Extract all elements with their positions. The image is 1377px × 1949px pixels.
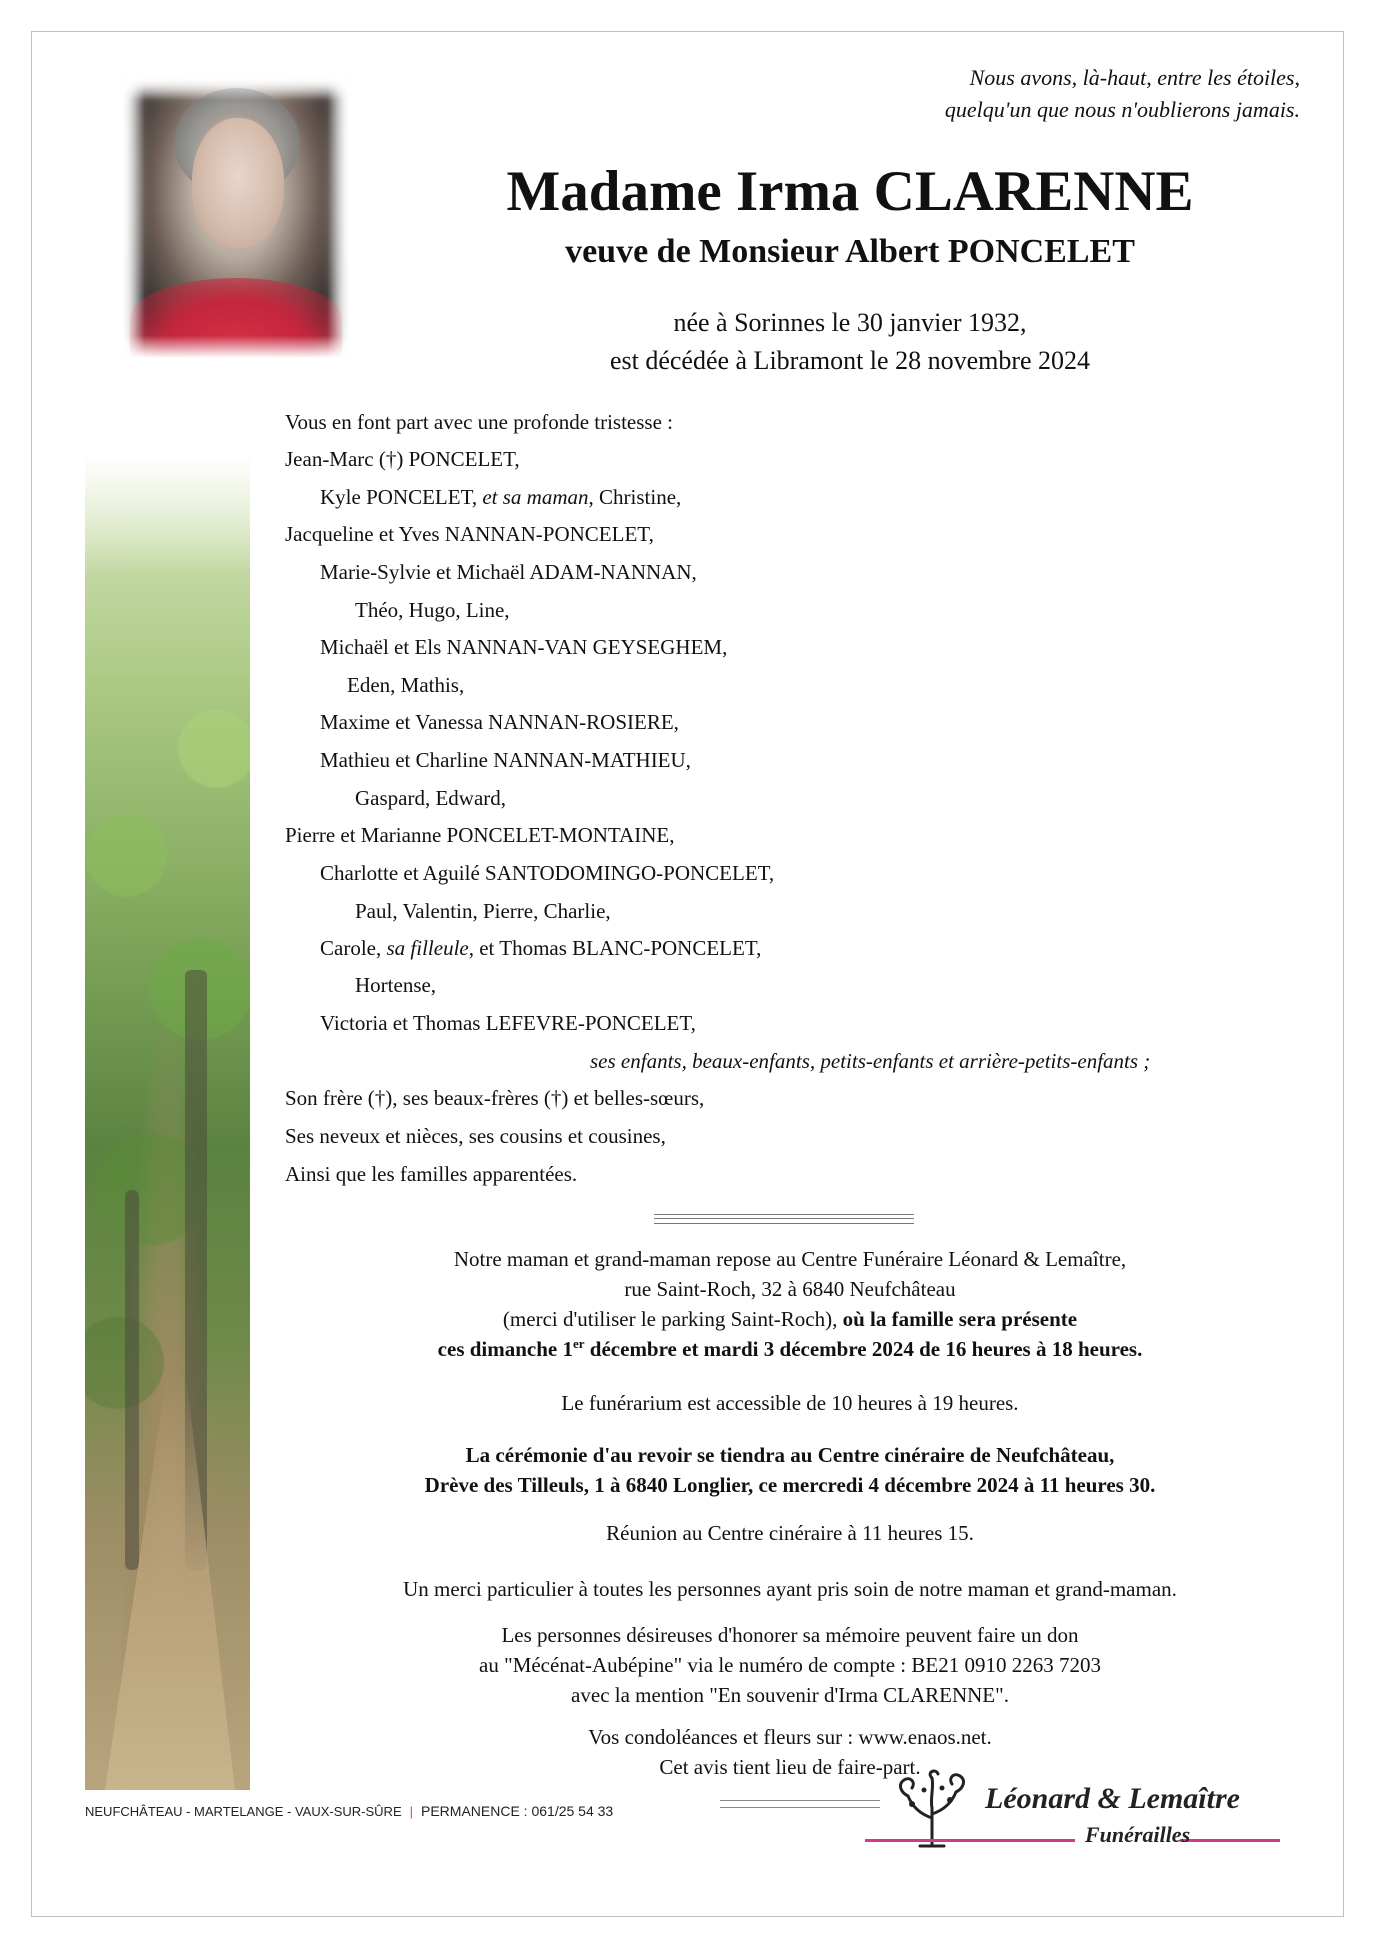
thanks-line: Un merci particulier à toutes les personnes ayant pris soin de notre maman et grand-maman. (403, 1577, 1177, 1601)
family-line-text: Jacqueline et Yves NANNAN-PONCELET, (285, 522, 654, 546)
footer-locations: NEUFCHÂTEAU - MARTELANGE - VAUX-SUR-SÛRE (85, 1804, 402, 1819)
family-line (347, 673, 464, 698)
family-line (320, 936, 761, 961)
repose-line: Notre maman et grand-maman repose au Centre Funéraire Léonard & Lemaître, (453, 1247, 1127, 1271)
visit-dates: ces dimanche 1 (437, 1337, 573, 1361)
brand-subtitle: Funérailles (1085, 1822, 1191, 1847)
family-line-text: , et Thomas BLANC-PONCELET, (468, 936, 762, 960)
family-line (285, 1162, 577, 1187)
tree-logo-icon (890, 1768, 974, 1848)
donation-line: Les personnes désireuses d'honorer sa mémoire peuvent faire un don (501, 1623, 1079, 1647)
ceremony-line: La cérémonie d'au revoir se tiendra au Centre cinéraire de Neufchâteau, (465, 1443, 1115, 1467)
family-line-text: , Christine, (588, 485, 682, 509)
family-line (320, 635, 727, 660)
family-line-text: Marie-Sylvie et Michaël ADAM-NANNAN, (320, 560, 697, 584)
birth-line: née à Sorinnes le 30 janvier 1932, (673, 308, 1027, 337)
condolences-line: Vos condoléances et fleurs sur : www.enaos.net. (588, 1725, 992, 1749)
family-line (320, 485, 681, 510)
epigraph-line: Nous avons, là-haut, entre les étoiles, (969, 65, 1300, 90)
epigraph-line: quelqu'un que nous n'oublierons jamais. (944, 97, 1300, 122)
section-divider (654, 1214, 914, 1224)
family-line-text: Gaspard, Edward, (355, 786, 507, 810)
family-line (590, 1049, 1150, 1074)
ceremony-line: Drève des Tilleuls, 1 à 6840 Longlier, ce mercredi 4 décembre 2024 à 11 heures 30. (424, 1473, 1156, 1497)
family-line (285, 1086, 704, 1111)
reunion-line: Réunion au Centre cinéraire à 11 heures 15. (606, 1521, 974, 1545)
family-line-text: Ainsi que les familles apparentées. (285, 1162, 578, 1186)
family-line (355, 899, 611, 924)
family-line (285, 1124, 666, 1149)
family-line-text: Son frère (†), ses beaux-frères (†) et belles-sœurs, (285, 1086, 705, 1110)
family-line-text: Ses neveux et nièces, ses cousins et cousines, (285, 1124, 666, 1148)
footer-permanence: PERMANENCE : 061/25 54 33 (421, 1803, 614, 1819)
family-line-italic: sa filleule (386, 936, 469, 960)
family-line (355, 786, 506, 811)
deceased-name: Madame Irma CLARENNE (506, 160, 1194, 223)
footer-contact (85, 1803, 613, 1819)
funerarium-hours: Le funérarium est accessible de 10 heures à 19 heures. (561, 1391, 1019, 1415)
family-line-text: Hortense, (355, 973, 437, 997)
footer-rule (720, 1800, 880, 1808)
family-line-italic: ses enfants, beaux-enfants, petits-enfants et arrière-petits-enfants ; (590, 1049, 1151, 1073)
family-line-text: Maxime et Vanessa NANNAN-ROSIERE, (320, 710, 679, 734)
ceremony-block (265, 1440, 1315, 1500)
family-line-text: Eden, Mathis, (347, 673, 465, 697)
epigraph (945, 62, 1300, 126)
family-line (320, 861, 774, 886)
donation-line: au "Mécénat-Aubépine" via le numéro de compte : BE21 0910 2263 7203 (479, 1653, 1101, 1677)
brand-name: Léonard & Lemaître (985, 1782, 1240, 1815)
family-line (320, 710, 679, 735)
repose-block (265, 1244, 1315, 1364)
family-line (285, 522, 654, 547)
repose-line: (merci d'utiliser le parking Saint-Roch), (502, 1307, 843, 1331)
widow-of: veuve de Monsieur Albert PONCELET (565, 233, 1135, 270)
family-line (285, 447, 520, 472)
life-dates (390, 304, 1310, 380)
family-line-text: Kyle PONCELET, (320, 485, 483, 509)
family-line-text: Jean-Marc (†) PONCELET, (285, 447, 520, 471)
brand-underline (865, 1839, 1280, 1842)
superscript: er (573, 1336, 585, 1351)
family-line-text: Pierre et Marianne PONCELET-MONTAINE, (285, 823, 675, 847)
family-line-text: Théo, Hugo, Line, (355, 598, 510, 622)
footer-separator: | (409, 1804, 413, 1819)
family-line-text: Michaël et Els NANNAN-VAN GEYSEGHEM, (320, 635, 728, 659)
repose-line-bold: où la famille sera présente (842, 1307, 1078, 1331)
intro-line: Vous en font part avec une profonde tristesse : (285, 410, 674, 434)
family-line (285, 823, 674, 848)
visit-dates: décembre et mardi 3 décembre 2024 de 16 heures à 18 heures. (584, 1337, 1143, 1361)
family-line-text: Victoria et Thomas LEFEVRE-PONCELET, (320, 1011, 696, 1035)
portrait-photo (122, 78, 350, 358)
family-line-italic: et sa maman (482, 485, 589, 509)
death-line: est décédée à Libramont le 28 novembre 2024 (609, 346, 1091, 375)
family-line-text: Carole, (320, 936, 387, 960)
family-line (355, 973, 436, 998)
family-line-text: Mathieu et Charline NANNAN-MATHIEU, (320, 748, 691, 772)
family-line (320, 1011, 696, 1036)
donation-block (265, 1620, 1315, 1710)
family-line (320, 748, 691, 773)
family-line-text: Paul, Valentin, Pierre, Charlie, (355, 899, 611, 923)
condolences-block (265, 1722, 1315, 1782)
forest-path-image (85, 455, 250, 1790)
family-line (320, 560, 697, 585)
condolences-line: Cet avis tient lieu de faire-part. (659, 1755, 921, 1779)
family-line (355, 598, 510, 623)
family-line-text: Charlotte et Aguilé SANTODOMINGO-PONCELET, (320, 861, 775, 885)
repose-line: rue Saint-Roch, 32 à 6840 Neufchâteau (624, 1277, 956, 1301)
donation-line: avec la mention "En souvenir d'Irma CLARENNE". (571, 1683, 1009, 1707)
